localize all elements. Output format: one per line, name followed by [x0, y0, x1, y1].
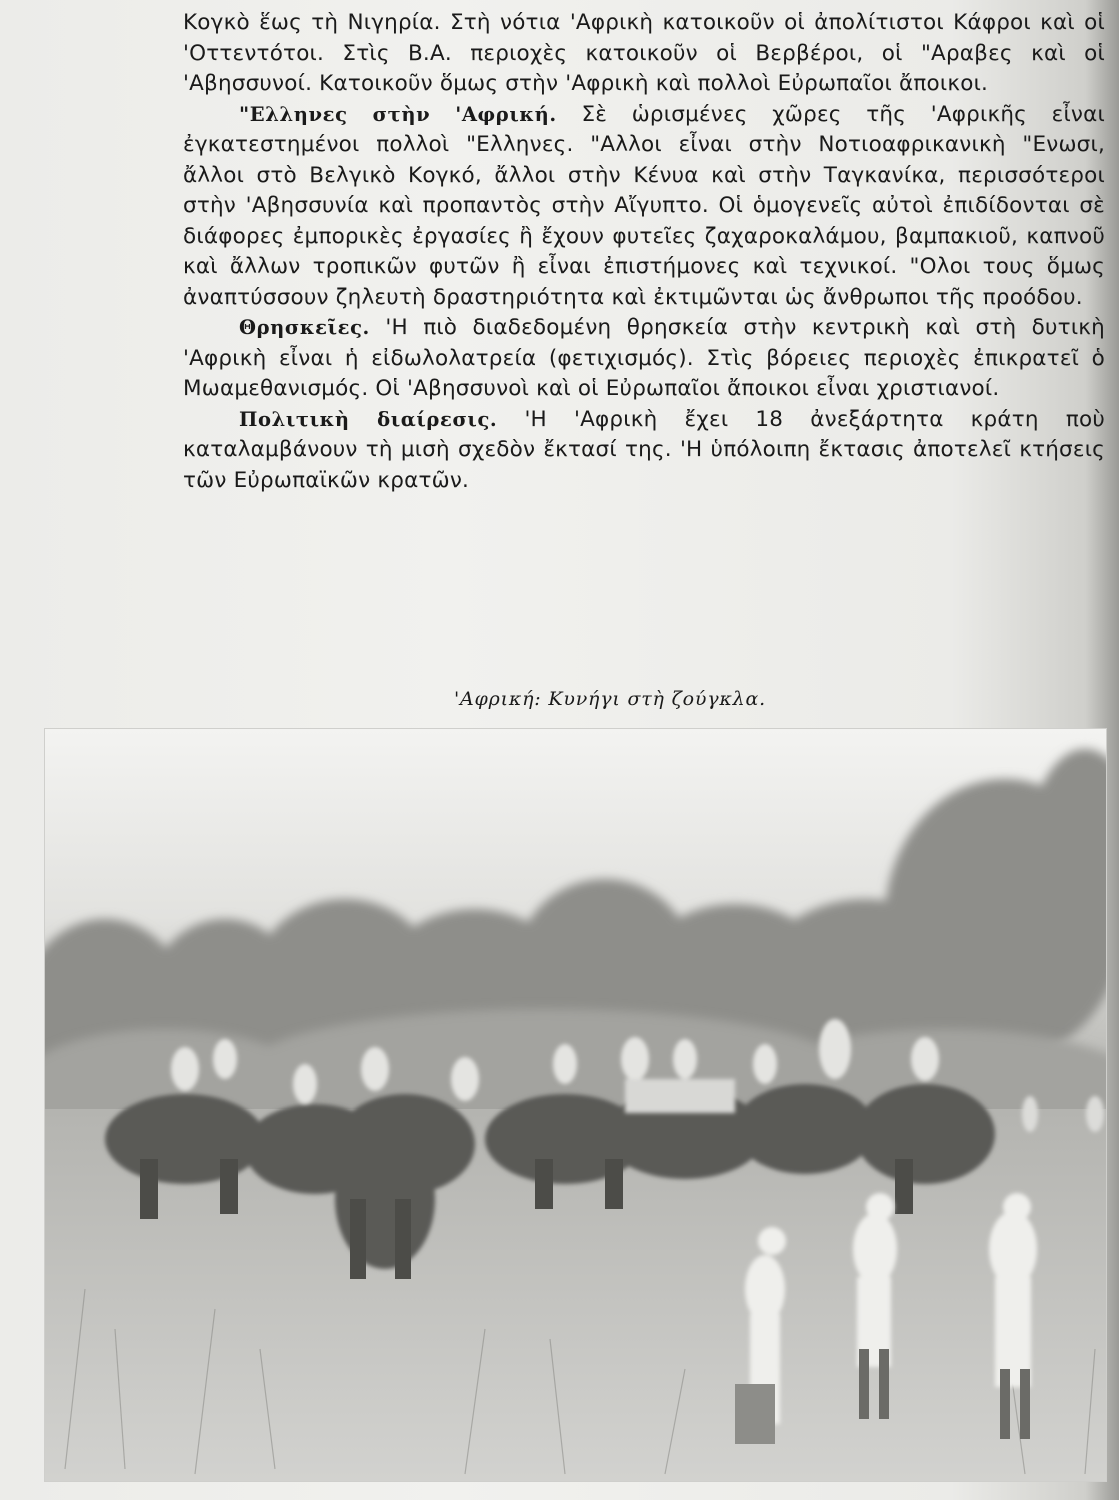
- paragraph-religions-text: 'Η πιὸ διαδεδομένη θρησκεία στὴν κεντρικὴ καὶ στὴ δυτικὴ 'Αφρικὴ εἶναι ἡ εἰδωλολατρεία (φετιχισμός). Στὶς βόρειες περιοχὲς ἐπικρατεῖ ὁ Μωαμεθανισμός. Οἱ 'Αβησσυνοὶ καὶ οἱ Εὐρωπαῖοι ἄποικοι εἶναι χριστιανοί.: [183, 315, 1105, 401]
- photo-caption: 'Αφρική: Κυνήγι στὴ ζούγκλα.: [454, 688, 766, 710]
- paragraph-politics: [183, 405, 1105, 497]
- paragraph-peoples-text: Κογκὸ ἕως τὴ Νιγηρία. Στὴ νότια 'Αφρικὴ κατοικοῦν οἱ ἀπολίτιστοι Κάφροι καὶ οἱ 'Οττεντότοι. Στὶς Β.Α. περιοχὲς κατοικοῦν οἱ Βερβέροι, οἱ "Αραβες καὶ οἱ 'Αβησσυνοί. Κατοικοῦν ὅμως στὴν 'Αφρικὴ καὶ πολλοὶ Εὐρωπαῖοι ἄποικοι.: [183, 10, 1105, 96]
- body-text: [183, 8, 1105, 496]
- paragraph-politics-text: 'Η 'Αφρικὴ ἔχει 18 ἀνεξάρτητα κράτη ποὺ καταλαμβάνουν τὴ μισὴ σχεδὸν ἔκτασί της. 'Η ὑπόλοιπη ἔκτασις ἀποτελεῖ κτήσεις τῶν Εὐρωπαϊκῶν κρατῶν.: [183, 406, 1105, 493]
- paragraph-greeks: [183, 100, 1105, 314]
- heading-greeks: "Ελληνες στὴν 'Αφρική.: [239, 102, 557, 126]
- jungle-hunt-image: [45, 729, 1106, 1481]
- heading-politics: Πολιτικὴ διαίρεσις.: [239, 407, 498, 431]
- paragraph-greeks-text: Σὲ ὡρισμένες χῶρες τῆς 'Αφρικῆς εἶναι ἐγκατεστημένοι πολλοὶ "Ελληνες. "Αλλοι εἶναι στὴν Νοτιοαφρικανικὴ "Ενωσι, ἄλλοι στὸ Βελγικὸ Κογκό, ἄλλοι στὴν Κένυα καὶ στὴν Ταγκανίκα, περισσότεροι στὴν 'Αβησσυνία καὶ προπαντὸς στὴν Αἴγυπτο. Οἱ ὁμογενεῖς αὐτοὶ ἐπιδίδονται σὲ διάφορες ἐμπορικὲς ἐργασίες ἢ ἔχουν φυτεῖες ζαχαροκαλάμου, βαμπακιοῦ, καπνοῦ καὶ ἄλλων τροπικῶν φυτῶν ἢ εἶναι ἐπιστήμονες καὶ τεχνικοί. "Ολοι τους ὅμως ἀναπτύσσουν ζηλευτὴ δραστηριότητα καὶ ἐκτιμῶνται ὡς ἄνθρωποι τῆς προόδου.: [183, 101, 1105, 310]
- heading-religions: Θρησκεῖες.: [239, 316, 370, 339]
- jungle-hunt-photo: [44, 728, 1107, 1482]
- paragraph-religions: [183, 313, 1105, 405]
- paragraph-peoples: [183, 8, 1105, 100]
